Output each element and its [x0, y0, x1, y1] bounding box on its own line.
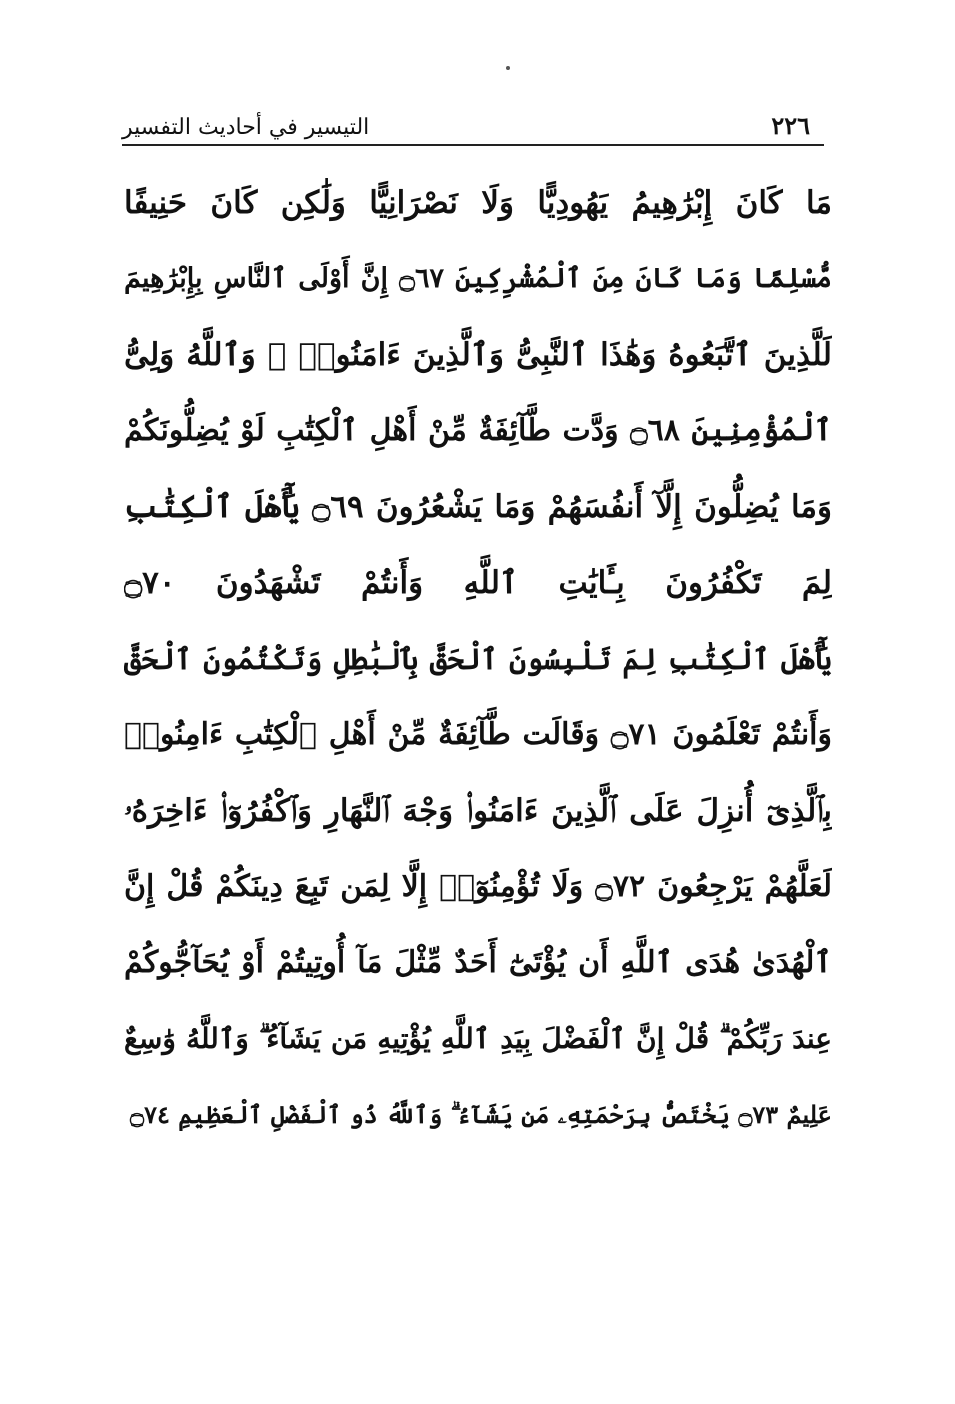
page-header	[122, 104, 824, 146]
verse-line: يَٰٓأَهْلَ ٱلْكِتَٰبِ لِمَ تَلْبِسُونَ ٱلْحَقَّ بِٱلْبَٰطِلِ وَتَكْتُمُونَ ٱلْحَقَّ	[124, 642, 832, 676]
verse-line: لَلَّذِينَ ٱتَّبَعُوهُ وَهَٰذَا ٱلنَّبِىُّ وَٱلَّذِينَ ءَامَنُوا۟ ۗ وَٱللَّهُ وَلِىُّ	[124, 337, 832, 373]
print-speck	[506, 66, 510, 70]
running-title: التيسير في أحاديث التفسير	[122, 115, 370, 140]
verse-line: بِٱلَّذِىٓ أُنزِلَ عَلَى ٱلَّذِينَ ءَامَنُوا۟ وَجْهَ ٱلنَّهَارِ وَٱكْفُرُوٓا۟ ءَاخِرَهُۥ	[124, 793, 832, 829]
verse-line: عَلِيمٌ ۝٧٣ يَخْتَصُّ بِرَحْمَتِهِۦ مَن يَشَآءُ ۗ وَٱللَّهُ ذُو ٱلْفَضْلِ ٱلْعَظِيمِ ۝٧٤	[130, 1100, 832, 1129]
verse-line: لَعَلَّهُمْ يَرْجِعُونَ ۝٧٢ وَلَا تُؤْمِنُوٓا۟ إِلَّا لِمَن تَبِعَ دِينَكُمْ قُلْ إِنَّ	[124, 869, 832, 904]
verse-line: ٱلْمُؤْمِنِينَ ۝٦٨ وَدَّت طَّآئِفَةٌ مِّنْ أَهْلِ ٱلْكِتَٰبِ لَوْ يُضِلُّونَكُمْ	[124, 413, 832, 448]
verse-line: وَأَنتُمْ تَعْلَمُونَ ۝٧١ وَقَالَت طَّآئِفَةٌ مِّنْ أَهْلِ ٱلْكِتَٰبِ ءَامِنُوا۟	[124, 717, 832, 752]
verse-line: لِمَ تَكْفُرُونَ بِـَٔايَٰتِ ٱللَّهِ وَأَنتُمْ تَشْهَدُونَ ۝٧٠	[124, 565, 832, 601]
verse-line: مُّسْلِمًا وَمَا كَانَ مِنَ ٱلْمُشْرِكِينَ ۝٦٧ إِنَّ أَوْلَى ٱلنَّاسِ بِإِبْرَٰهِيمَ	[124, 263, 832, 294]
verse-line: ٱلْهُدَىٰ هُدَى ٱللَّهِ أَن يُؤْتَىٰٓ أَحَدٌ مِّثْلَ مَآ أُوتِيتُمْ أَوْ يُحَآجُّوكُمْ	[124, 945, 832, 980]
verse-line: مَا كَانَ إِبْرَٰهِيمُ يَهُودِيًّا وَلَا نَصْرَانِيًّا وَلَٰكِن كَانَ حَنِيفًا	[124, 185, 832, 221]
page-number: ٢٢٦	[771, 111, 810, 140]
verse-line: وَمَا يُضِلُّونَ إِلَّآ أَنفُسَهُمْ وَمَا يَشْعُرُونَ ۝٦٩ يَٰٓأَهْلَ ٱلْكِتَٰبِ	[124, 489, 832, 525]
quran-text-block	[124, 165, 832, 1153]
verse-line: عِندَ رَبِّكُمْ ۗ قُلْ إِنَّ ٱلْفَضْلَ بِيَدِ ٱللَّهِ يُؤْتِيهِ مَن يَشَآءُ ۗ وَٱللَّهُ وَٰسِعٌ	[124, 1022, 832, 1055]
